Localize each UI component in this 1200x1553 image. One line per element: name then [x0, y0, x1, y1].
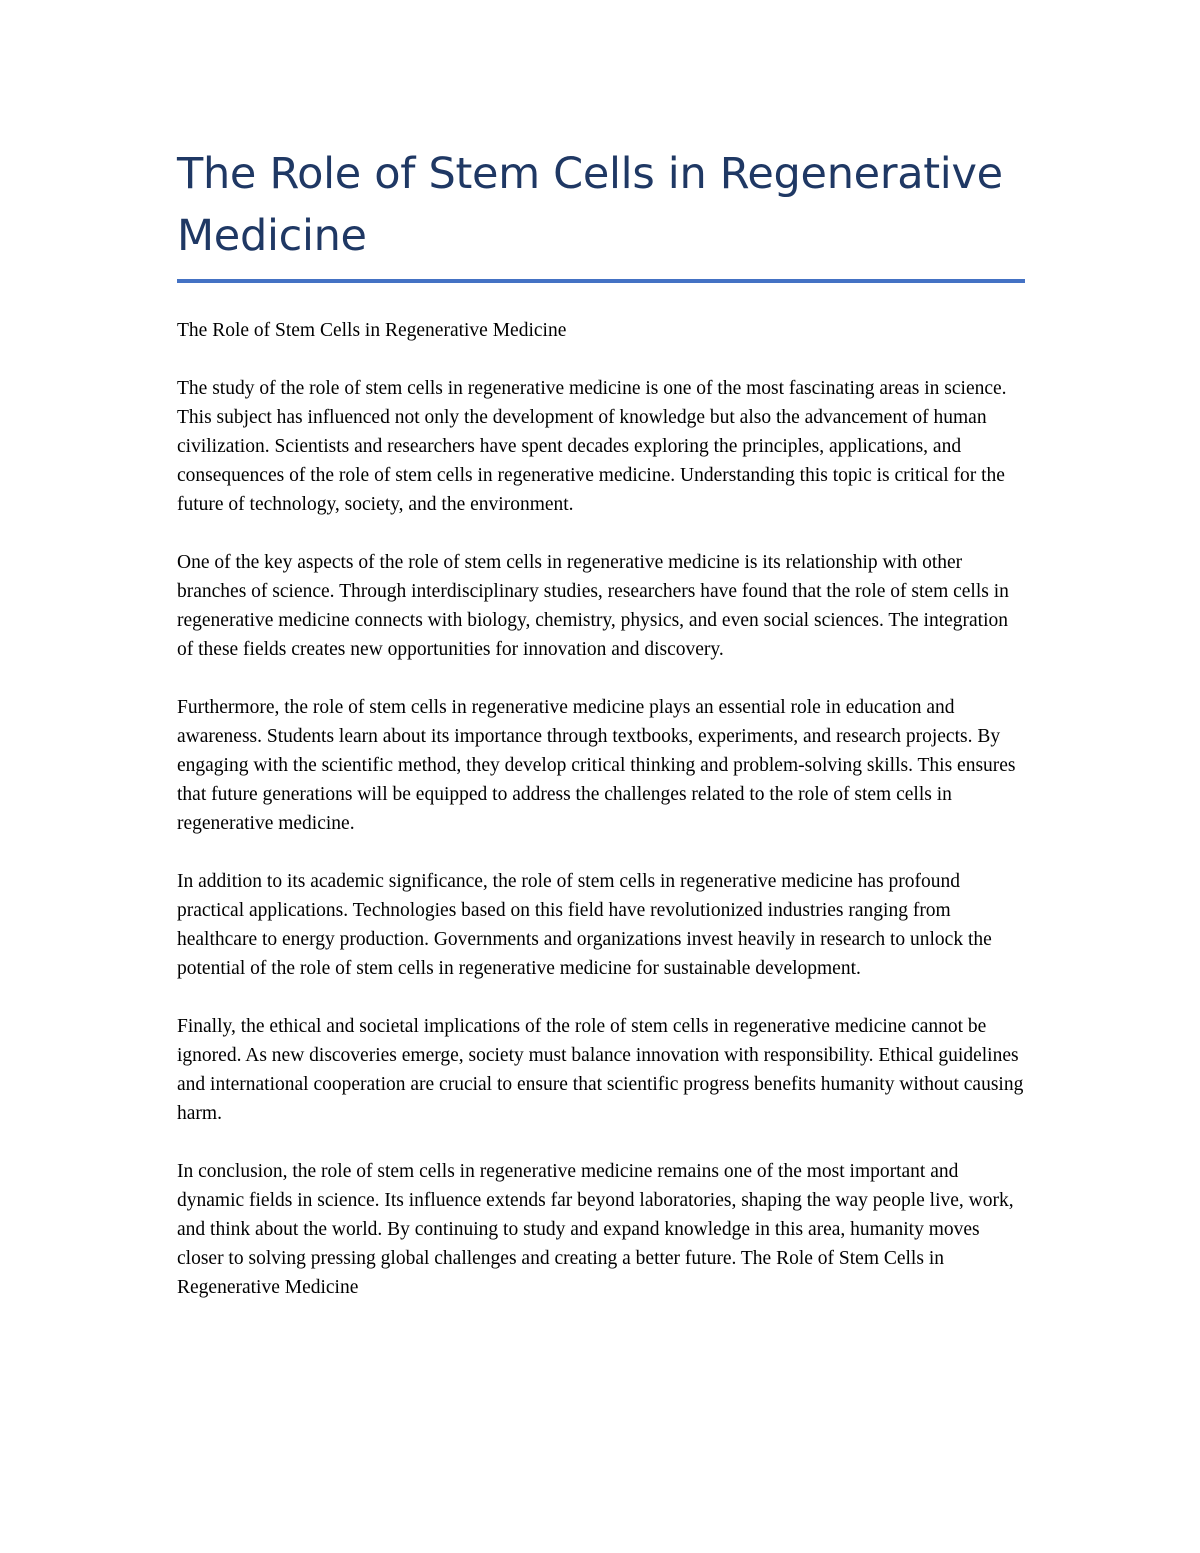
paragraph-applications: In addition to its academic significance, the role of stem cells in regenerative medicine has profound practical applications. Technologies based on this field have revolutionized industries ranging from healthcare to energy production. Governments and organizations invest heavily in research to unlock the potential of the role of stem cells in regenerative medicine for sustainable development.	[177, 871, 992, 979]
paragraph-ethics: Finally, the ethical and societal implications of the role of stem cells in regenerative medicine cannot be ignored. As new discoveries emerge, society must balance innovation with responsibility. Ethical guidelines and international cooperation are crucial to ensure that scientific progress benefits humanity without causing harm.	[177, 1016, 1024, 1124]
document-subtitle: The Role of Stem Cells in Regenerative Medicine	[177, 320, 567, 341]
title-underline-rule	[177, 279, 1025, 283]
document-title: The Role of Stem Cells in Regenerative Medicine	[177, 149, 1003, 261]
paragraph-interdisciplinary: One of the key aspects of the role of stem cells in regenerative medicine is its relationship with other branches of science. Through interdisciplinary studies, researchers have found that the role of stem cells in regenerative medicine connects with biology, chemistry, physics, and even social sciences. The integration of these fields creates new opportunities for innovation and discovery.	[177, 552, 1009, 660]
paragraph-introduction: The study of the role of stem cells in regenerative medicine is one of the most fascinating areas in science. This subject has influenced not only the development of knowledge but also the advancement of human civilization. Scientists and researchers have spent decades exploring the principles, applications, and consequences of the role of stem cells in regenerative medicine. Understanding this topic is critical for the future of technology, society, and the environment.	[177, 378, 1007, 515]
paragraph-conclusion: In conclusion, the role of stem cells in regenerative medicine remains one of the most important and dynamic fields in science. Its influence extends far beyond laboratories, shaping the way people live, work, and think about the world. By continuing to study and expand knowledge in this area, humanity moves closer to solving pressing global challenges and creating a better future. The Role of Stem Cells in Regenerative Medicine	[177, 1161, 1014, 1298]
paragraph-education: Furthermore, the role of stem cells in regenerative medicine plays an essential role in education and awareness. Students learn about its importance through textbooks, experiments, and research projects. By engaging with the scientific method, they develop critical thinking and problem-solving skills. This ensures that future generations will be equipped to address the challenges related to the role of stem cells in regenerative medicine.	[177, 697, 1016, 834]
document-body	[177, 143, 1027, 1302]
